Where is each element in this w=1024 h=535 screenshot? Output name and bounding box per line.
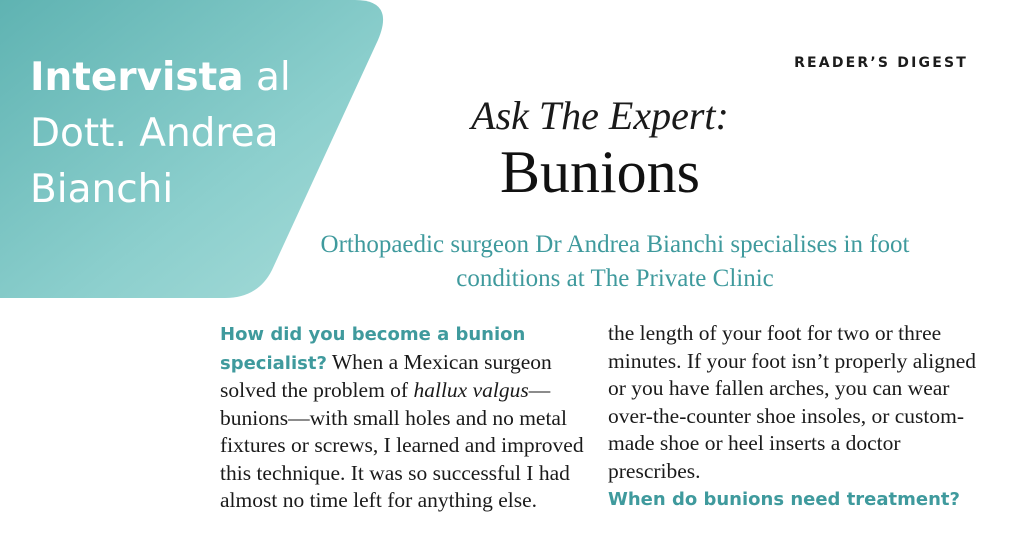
question-heading: How did you become a bunion specialist?: [220, 324, 526, 374]
badge-title: [30, 50, 360, 218]
article-column-right: [608, 320, 978, 514]
answer-italic-term: hallux valgus: [413, 378, 529, 402]
publication-name: READER’S DIGEST: [794, 55, 968, 71]
article-kicker: Ask The Expert:: [471, 93, 729, 138]
right-question-block: [608, 485, 978, 514]
answer-text: When a Mexican surgeon solved the problem of: [220, 349, 552, 402]
badge-line-1-rest: al: [255, 55, 291, 100]
article-deck: Orthopaedic surgeon Dr Andrea Bianchi specialises in foot conditions at The Private Clinic: [320, 231, 910, 292]
question-heading-2: When do bunions need treatment?: [608, 489, 960, 510]
badge-line-3: Bianchi: [30, 167, 174, 212]
right-paragraph: the length of your foot for two or three minutes. If your foot isn’t properly aligned or you have fallen arches, you can wear over-the-counter shoe insoles, or custom-made shoe or heel inserts a doctor prescribes.: [608, 321, 977, 483]
answer-text-continued: —bunions—with small holes and no metal fixtures or screws, I learned and improved this technique. It was so successful I had almost no time left for anything else.: [220, 378, 584, 512]
left-paragraph: [220, 320, 592, 515]
article-headline: Bunions: [499, 139, 701, 205]
page-margin: [0, 300, 140, 535]
badge-line-1-bold: Intervista: [30, 55, 244, 100]
badge-line-1: [30, 50, 360, 106]
article-column-left: [220, 320, 592, 515]
badge-line-2: Dott. Andrea: [30, 111, 279, 156]
